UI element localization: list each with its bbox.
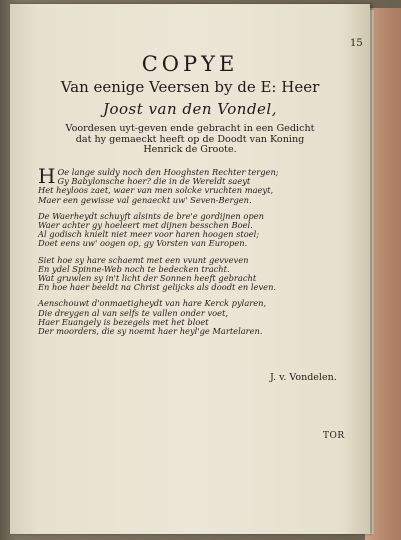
poem-line: Waer achter gy hoeleert met dijnen besschen Boel. <box>38 220 253 231</box>
poem-stanza <box>38 212 358 249</box>
poem-line: Siet hoe sy hare schaemt met een vvunt gevveven <box>38 254 249 265</box>
poem-line: Haer Euangely is bezegels met het bloet <box>38 316 209 327</box>
poem-line: Gy Babylonsche hoer? die in de Wereldt saeyt <box>57 176 251 187</box>
drop-cap: H <box>38 164 56 188</box>
catchword: TOR <box>323 431 345 441</box>
poem-line: Aenschouwt d'onmaetigheydt van hare Kerck pylaren, <box>38 298 267 309</box>
page-title: COPYE <box>141 52 239 76</box>
intro-line: Voordesen uyt-geven ende gebracht in een Gedicht <box>65 123 315 134</box>
poem-line: Wat gruwlen sy in't licht der Sonnen heeft gebracht <box>38 273 257 284</box>
poem-line: Al godisch knielt niet meer voor haren hoogen stoel; <box>38 229 260 240</box>
poem-line: Doet eens uw' oogen op, gy Vorsten van Europen. <box>38 238 248 249</box>
signature: J. v. Vondelen. <box>270 372 337 383</box>
intro-text <box>10 124 370 156</box>
intro-line: dat hy gemaeckt heeft op de Doodt van Koning <box>75 133 305 145</box>
poem <box>38 164 358 343</box>
poem-line: De Waerheydt schuyft alsints de bre'e gordijnen open <box>38 210 264 221</box>
poem-line: En ydel Spinne-Web noch te bedecken tracht. <box>38 263 230 274</box>
poem-line: Die dreygen al van selfs te vallen onder voet, <box>38 307 229 318</box>
poem-line: Het heyloos zaet, waer van men solcke vruchten maeyt, <box>38 185 274 196</box>
poem-line: Oe lange suldy noch den Hooghsten Rechter tergen; <box>57 167 279 177</box>
author-name: Joost van den Vondel, <box>102 100 277 118</box>
poem-line: En hoe haer beeldt na Christ gelijcks als doodt en leven. <box>38 282 277 293</box>
poem-stanza <box>38 299 358 336</box>
page-number: 15 <box>350 38 363 49</box>
poem-stanza <box>38 164 358 205</box>
poem-line: Maer een gewisse val genaeckt uw' Seven-Bergen. <box>38 194 252 205</box>
intro-line: Henrick de Groote. <box>143 144 237 155</box>
page-subtitle: Van eenige Veersen by de E: Heer <box>60 78 320 96</box>
poem-stanza <box>38 256 358 293</box>
poem-line: Der moorders, die sy noemt haer heyl'ge Martelaren. <box>38 326 263 337</box>
